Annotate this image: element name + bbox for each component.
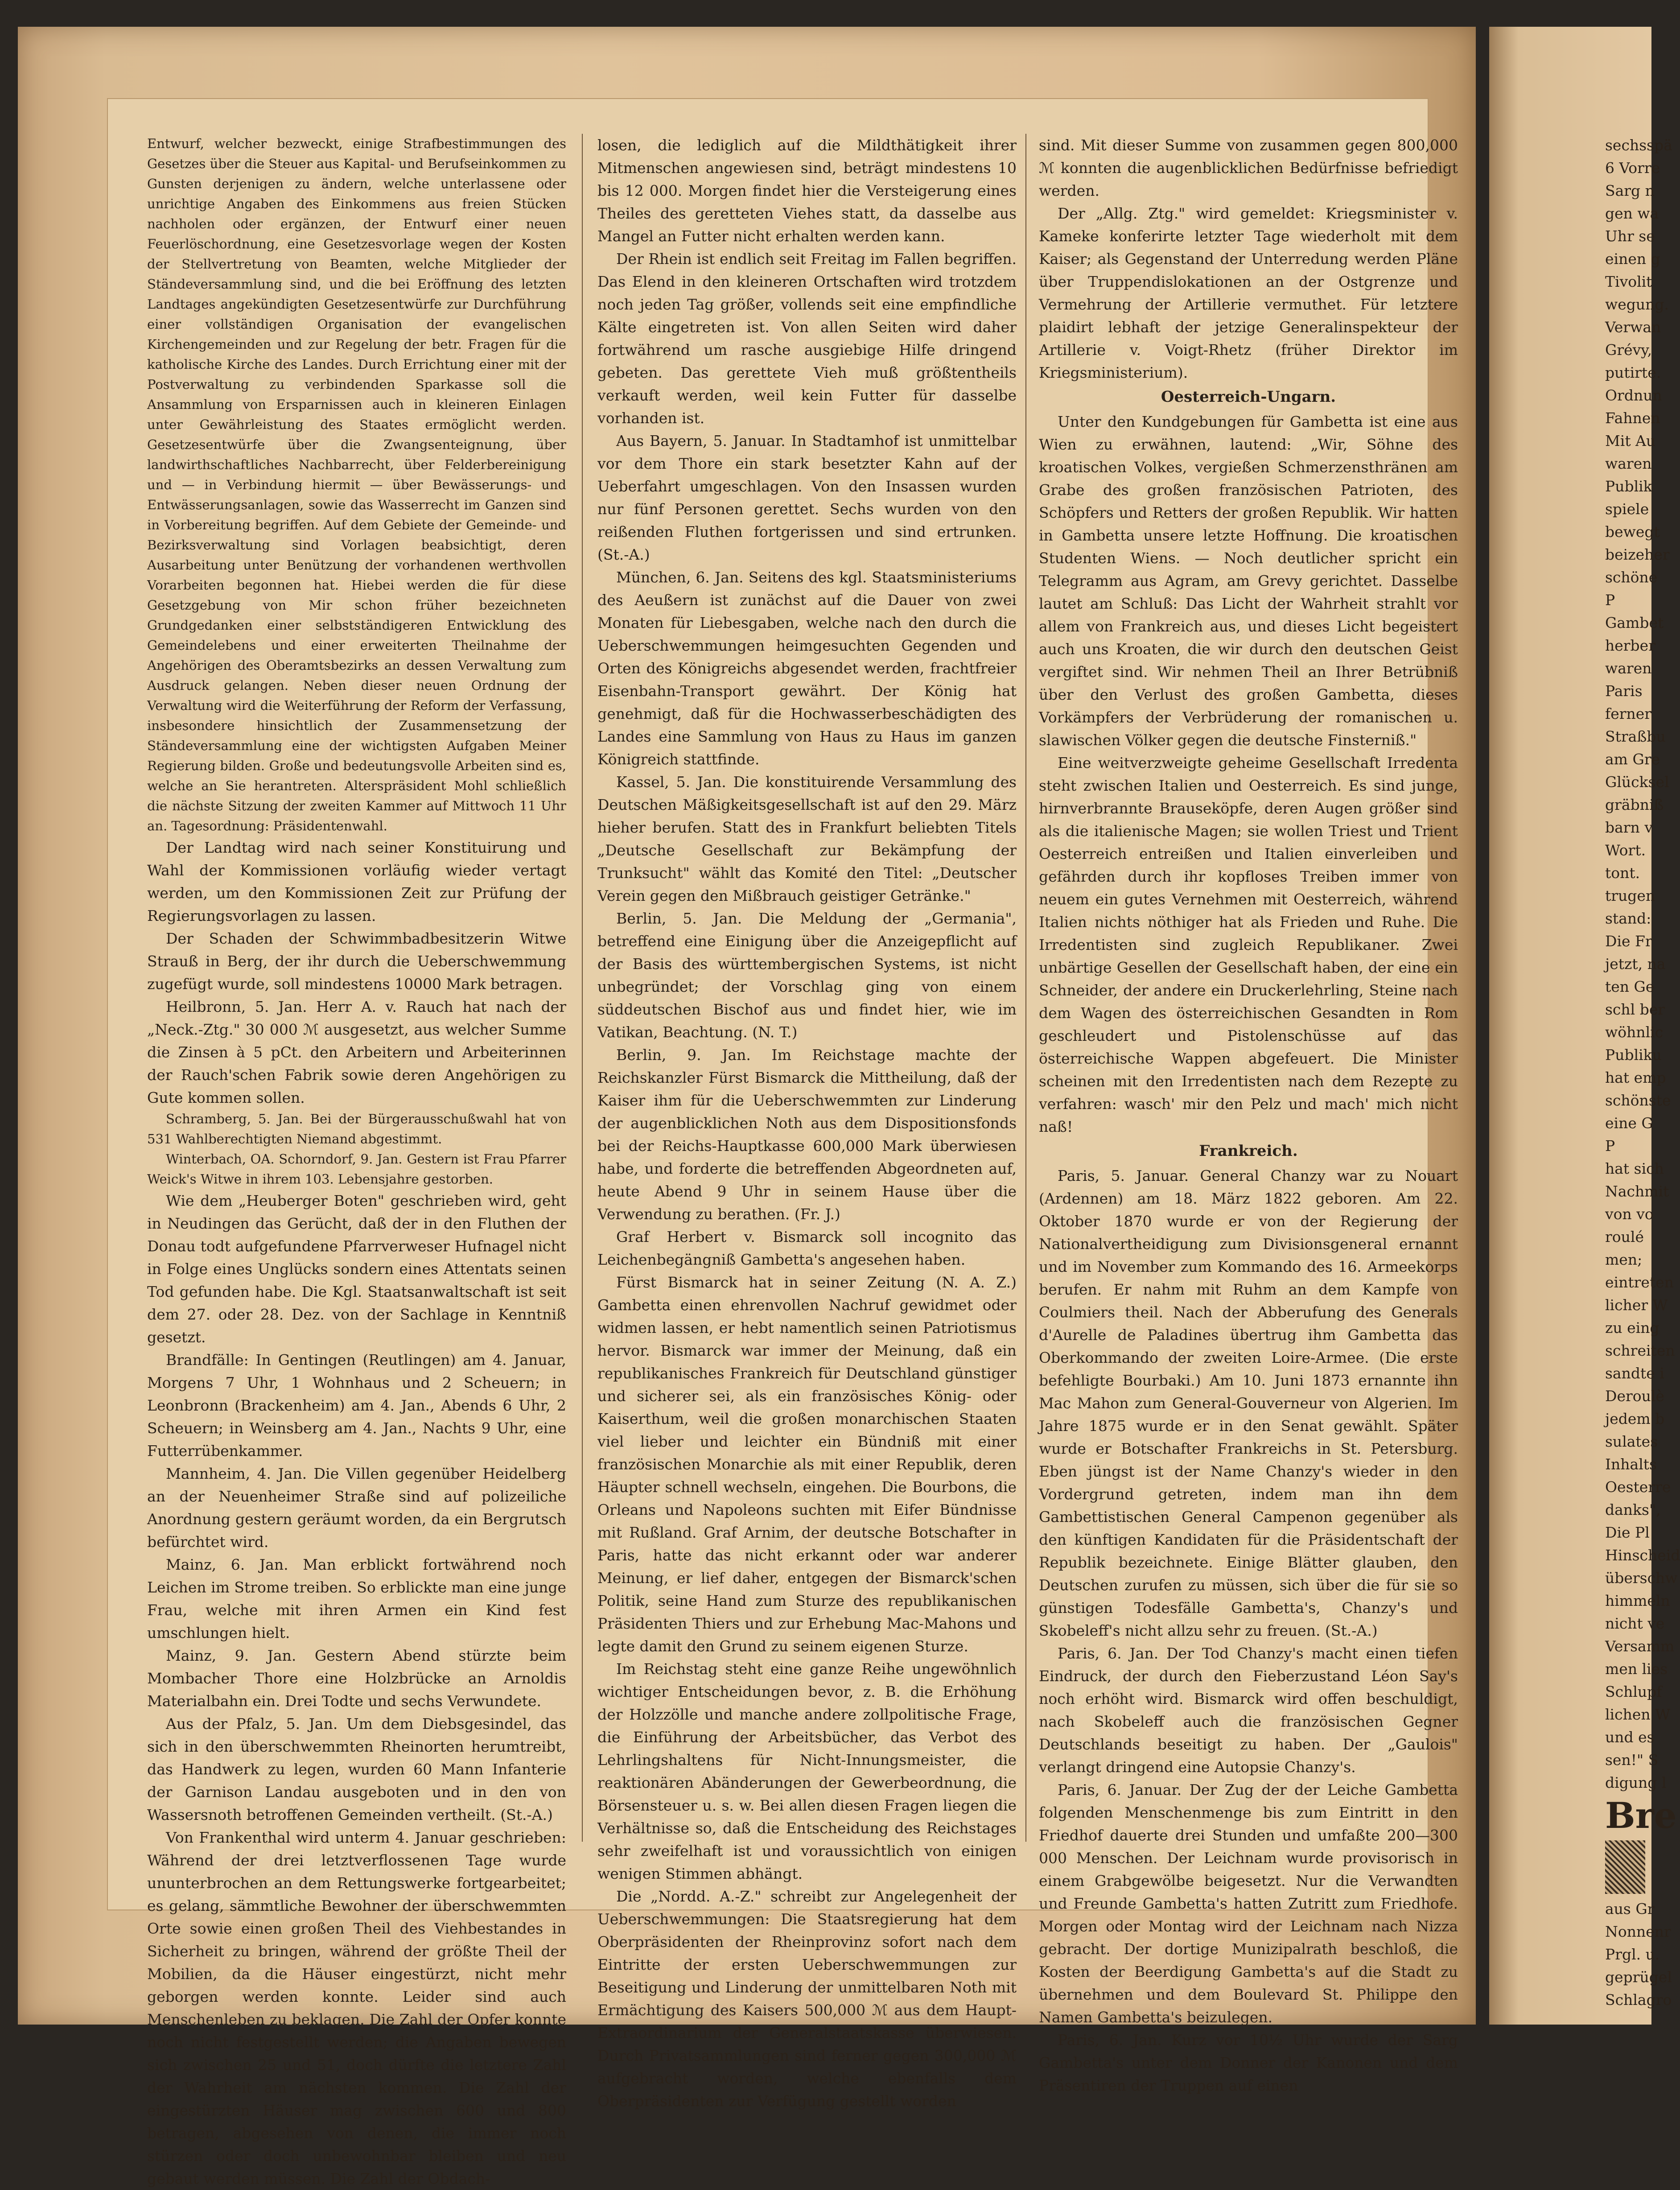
facing-page-line: Grévy, (1605, 341, 1652, 359)
facing-page-line: Schlupf (1605, 1683, 1662, 1700)
facing-page-line: nicht ve (1605, 1615, 1665, 1632)
facing-page-line: überschw (1605, 1569, 1678, 1587)
article-paragraph: Paris, 6. Jan. Der Tod Chanzy's macht einen tiefen Eindruck, der durch den Fieberzustand Léon Say's noch erhöht wird. Bismarck wird offen beschuldigt, nach Skobeleff auch die französischen Gegner Deutschlands beseitigt zu haben. Der „Gaulois" verlangt dringend eine Autopsie Chanzy's. (1039, 1645, 1458, 1776)
facing-page-line: Sarg n (1605, 182, 1655, 199)
article-paragraph: Mainz, 6. Jan. Man erblickt fortwährend noch Leichen im Strome treiben. So erblickte man eine junge Frau, welche mit ihren Armen ein Kind fest umschlungen hielt. (147, 1556, 566, 1641)
column-rule-1 (582, 134, 583, 1842)
facing-page-line: aus Gr (1605, 1900, 1655, 1918)
article-paragraph: Paris, 6. Jan. Kurz vor 10½ Uhr wurde der Sarg Gambetta's unter dem Donner der Kanonen und dem Präsentiren der Truppen auf einen (1039, 2031, 1458, 2094)
facing-page-line: Ordnun (1605, 387, 1662, 404)
facing-page-line: sechsspä (1605, 136, 1672, 154)
article-paragraph: Mannheim, 4. Jan. Die Villen gegenüber Heidelberg an der Neuenheimer Straße sind auf polizeiliche Anordnung gestern geräumt worden, da ein Bergrutsch befürchtet wird. (147, 1465, 566, 1551)
facing-page-line: einen g (1605, 250, 1660, 268)
facing-page-line: danks", (1605, 1501, 1661, 1518)
facing-page-line: sen!" S (1605, 1751, 1659, 1769)
facing-page-line: trugen (1605, 887, 1655, 904)
facing-page-line: Hinscheid (1605, 1547, 1680, 1564)
article-paragraph: Im Reichstag steht eine ganze Reihe ungewöhnlich wichtiger Entscheidungen bevor, z. B. die Erhöhung der Holzzölle und manche andere zollpolitische Frage, die Einführung der Arbeitsbücher, das Verbot des Lehrlingshaltens für Nicht-Innungsmeister, die reaktionären Abänderungen der Gewerbeordnung, die Börsensteuer u. s. w. Bei allen diesen Fragen liegen die Verhältnisse so, daß die Entscheidung des Reichstages sehr zweifelhaft ist und voraussichtlich von einigen wenigen Stimmen abhängt. (597, 1660, 1017, 1882)
article-paragraph: Aus Bayern, 5. Januar. In Stadtamhof ist unmittelbar vor dem Thore ein stark besetzter Kahn auf der Ueberfahrt umgeschlagen. Von den Insassen wurden nur fünf Personen gerettet. Sechs wurden von den reißenden Fluthen fortgerissen und sind ertrunken. (St.-A.) (597, 432, 1017, 563)
section-heading: Oesterreich-Ungarn. (1161, 388, 1336, 406)
facing-page-line: men; (1605, 1251, 1643, 1268)
article-paragraph: Paris, 6. Januar. Der Zug der der Leiche Gambetta folgenden Menschenmenge bis zum Eintritt in den Friedhof dauerte drei Stunden und umfaßte 200—300 000 Menschen. Der Leichnam wurde provisorisch in einem Grabgewölbe beigesetzt. Nur die Verwandten und Freunde Gambetta's hatten Zutritt zum Friedhofe. Morgen oder Montag wird der Leichnam nach Nizza gebracht. Der dortige Munizipalrath beschloß, die Kosten der Beerdigung Gambetta's auf die Stadt zu übernehmen und dem Boulevard St. Philippe den Namen Gambetta's beizulegen. (1039, 1781, 1458, 2026)
article-paragraph: Berlin, 9. Jan. Im Reichstage machte der Reichskanzler Fürst Bismarck die Mittheilung, daß der Kaiser ihm für die Ueberschwemmten zur Linderung der augenblicklichen Noth aus dem Dispositionsfonds bei der Reichs-Hauptkasse 600,000 Mark überwiesen habe, und forderte die betreffenden Abgeordneten auf, heute Abend 9 Uhr in seinem Hause über die Verwendung zu berathen. (Fr. J.) (597, 1046, 1017, 1223)
facing-page-line: P (1605, 591, 1615, 609)
facing-page-line: ferner (1605, 705, 1652, 722)
facing-page-line: und es (1605, 1728, 1655, 1746)
article-paragraph: losen, die lediglich auf die Mildthätigkeit ihrer Mitmenschen angewiesen sind, beträgt mindestens 10 bis 12 000. Morgen findet hier die Versteigerung eines Theiles des geretteten Viehes statt, da dasselbe aus Mangel an Futter nicht erhalten werden kann. (597, 136, 1017, 245)
facing-page-line: zu eing (1605, 1319, 1659, 1336)
facing-page-line: Die Pl (1605, 1524, 1650, 1541)
facing-page-line: Prgl. u. (1605, 1946, 1660, 1963)
facing-page-line: Fahnen (1605, 409, 1660, 427)
facing-page-line: spiele (1605, 500, 1649, 518)
facing-page-line: jetzt, na (1605, 955, 1666, 973)
facing-page-line: wegung. (1605, 296, 1669, 313)
engraving-illustration (1605, 1840, 1645, 1894)
facing-page-line: schönste (1605, 1092, 1671, 1109)
facing-page-line: Bre (1605, 1794, 1677, 1836)
facing-page-line: tont. (1605, 864, 1640, 882)
facing-page-line: hat sich (1605, 1160, 1664, 1177)
facing-page-line: Nonnenr (1605, 1923, 1671, 1940)
facing-page-line: Mit Au (1605, 432, 1656, 450)
facing-page-line: Paris (1605, 682, 1643, 700)
facing-page-line: Nachmit (1605, 1183, 1669, 1200)
facing-page-line: Publiku (1605, 1046, 1662, 1064)
facing-page-line: Uhr se (1605, 227, 1655, 245)
facing-page-line: Oesterre (1605, 1478, 1671, 1496)
article-paragraph: Unter den Kundgebungen für Gambetta ist eine aus Wien zu erwähnen, lautend: „Wir, Söhne des kroatischen Volkes, vergießen Schmerzensthränen am Grabe des großen französischen Patrioten, des Schöpfers und Retters der großen Republik. Wir hatten in Gambetta unsere letzte Hoffnung. Die kroatischen Studenten Wiens. — Noch deutlicher spricht ein Telegramm aus Agram, am Grevy gerichtet. Dasselbe lautet am Schluß: Das Licht der Wahrheit strahlt vor allem von Frankreich aus, und dieses Licht begeistert auch uns Kroaten, die wir durch den deutschen Geist vergiftet sind. Wir nehmen Theil an Ihrer Betrübniß über den Verlust des großen Gambetta, dieses Vorkämpfers der Verbrüderung der romanischen u. slawischen Völker gegen die deutsche Finsterniß." (1039, 413, 1458, 749)
facing-page-line: ten Ge (1605, 978, 1655, 995)
facing-page-line: Inhalts (1605, 1456, 1657, 1473)
article-paragraph: Wie dem „Heuberger Boten" geschrieben wird, geht in Neudingen das Gerücht, daß der in den Fluthen der Donau todt aufgefundene Pfarrverweser Hufnagel nicht in Folge eines Unglücks sondern eines Attentats seinen Tod gefunden habe. Die Kgl. Staatsanwaltschaft ist seit dem 27. oder 28. Dez. von der Sachlage in Kenntniß gesetzt. (147, 1192, 566, 1346)
article-paragraph: Winterbach, OA. Schorndorf, 9. Jan. Gestern ist Frau Pfarrer Weick's Witwe in ihrem 103. Lebensjahre gestorben. (147, 1151, 566, 1187)
article-paragraph: sind. Mit dieser Summe von zusammen gegen 800,000 ℳ konnten die augenblicklichen Bedürfnisse befriedigt werden. (1039, 136, 1458, 199)
facing-page-line: Deroulè (1605, 1387, 1664, 1405)
article-paragraph: Eine weitverzweigte geheime Gesellschaft Irredenta steht zwischen Italien und Oesterreich. Es sind junge, hirnverbrannte Brauseköpfe, deren Augen größer sind als die italienische Magen; sie wollen Triest und Trient Oesterreich entreißen und Italien einverleiben und gefährden durch ihr kopfloses Treiben immer von neuem ein gutes Vernehmen mit Oesterreich, während Italien nichts nöthiger hat als Frieden und Ruhe. Die Irredentisten sind zugleich Republikaner. Zwei unbärtige Gesellen der Gesellschaft haben, der eine ein Schneider, der andere ein Druckerlehrling, Steine nach dem Wagen des österreichischen Gesandten in Rom geschleudert und Pistolenschüsse auf das österreichische Wappen abgefeuert. Die Minister scheinen mit den Irredentisten nach dem Rezepte zu verfahren: wasch' mir den Pelz und mach' mich nicht naß! (1039, 754, 1458, 1135)
article-paragraph: Graf Herbert v. Bismarck soll incognito das Leichenbegängniß Gambetta's angesehen haben. (597, 1228, 1017, 1268)
facing-page-line: sulates (1605, 1433, 1658, 1450)
facing-page-line: beizeher (1605, 546, 1670, 563)
article-paragraph: Fürst Bismarck hat in seiner Zeitung (N. A. Z.) Gambetta einen ehrenvollen Nachruf gewidmet oder widmen lassen, er hebt namentlich seinen Patriotismus hervor. Bismarck war immer der Meinung, daß ein republikanisches Frankreich für Deutschland günstiger und sicherer sei, als ein französisches König- oder Kaiserthum, weil die großen monarchischen Staaten viel lieber und leichter ein Bündniß mit einer französischen Monarchie als mit einer Republik, deren Häupter schnell wechseln, eingehen. Die Bourbons, die Orleans und Napoleons suchten mit Eifer Bündnisse mit Rußland. Graf Arnim, der deutsche Botschafter in Paris, hatte das nicht erkannt oder war anderer Meinung, er lief daher, entgegen der Bismarck'schen Politik, seine Hand zum Sturze des republikanischen Präsidenten Thiers und zur Erhebung Mac-Mahons und legte damit den Grund zu seinem eigenen Sturze. (597, 1274, 1017, 1655)
facing-page-line: sandte i (1605, 1365, 1664, 1382)
facing-page-line: Schlagro (1605, 1991, 1672, 2009)
article-paragraph: Heilbronn, 5. Jan. Herr A. v. Rauch hat nach der „Neck.-Ztg." 30 000 ℳ ausgesetzt, aus welcher Summe die Zinsen à 5 pCt. den Arbeitern und Arbeiterinnen der Rauch'schen Fabrik sowie deren Angehörigen zu Gute kommen sollen. (147, 998, 566, 1106)
facing-page-line: Publik (1605, 478, 1652, 495)
facing-page-line: licher W (1605, 1296, 1668, 1314)
article-paragraph: Der Rhein ist endlich seit Freitag im Fallen begriffen. Das Elend in den kleineren Ortschaften wird trotzdem noch jeden Tag größer, vollends seit eine empfindliche Kälte eingetreten ist. Von allen Seiten wird daher fortwährend um rasche ausgiebige Hilfe dringend gebeten. Das gerettete Vieh muß größtentheils verkauft werden, weil kein Futter für dasselbe vorhanden ist. (597, 250, 1017, 427)
article-paragraph: Die „Nordd. A.-Z." schreibt zur Angelegenheit der Ueberschwemmungen: Die Staatsregierung hat dem Oberpräsidenten der Rheinprovinz sofort nach dem Eintritte der ersten Ueberschwemmungen zur Beseitigung und Linderung der unmittelbaren Noth mit Ermächtigung des Kaisers 500,000 ℳ aus dem Haupt-Extraordinarium der Generalstaatskasse überwiesen. Durch Privatsammlungen sind ferner gegen 300,000 ℳ aufgebracht worden, welche ebenfalls dem Oberpräsidenten zur Verfügung gestellt worden (597, 1888, 1017, 2110)
article-paragraph: Berlin, 5. Jan. Die Meldung der „Germania", betreffend eine Einigung über die Anzeigepflicht auf der Basis des württembergischen Systems, ist nicht unbegründet; der Vorschlag ging von einem süddeutschen Bischof aus und findet hier, wie im Vatikan, Beachtung. (N. T.) (597, 910, 1017, 1041)
article-paragraph: Paris, 5. Januar. General Chanzy war zu Nouart (Ardennen) am 18. März 1822 geboren. Am 22. Oktober 1870 wurde er von der Regierung der Nationalvertheidigung zum Divisionsgeneral ernannt und im November zum Kommando des 16. Armeekorps berufen. Er nahm mit Ruhm an dem Kampfe von Coulmiers theil. Nach der Abberufung des Generals d'Aurelle de Paladines übertrug ihm Gambetta das Oberkommando der zweiten Loire-Armee. (Die erste befehligte Bourbaki.) Am 10. Juni 1873 ernannte ihn Mac Mahon zum General-Gouverneur von Algerien. Im Jahre 1875 wurde er in den Senat gewählt. Später wurde er Botschafter Frankreichs in St. Petersburg. Eben jüngst ist der Name Chanzy's wieder in den Vordergrund getreten, indem man ihn dem Gambettistischen General Campenon gegenüber als den künftigen Kandidaten für die Präsidentschaft der Republik bezeichnete. Einige Blätter glauben, den Deutschen zurufen zu müssen, sich über die für sie so günstigen Todesfälle Gambetta's, Chanzy's und Skobeleff's nicht allzu sehr zu freuen. (St.-A.) (1039, 1167, 1458, 1639)
facing-page-line: jedem b (1605, 1410, 1665, 1427)
facing-page-line: men lies (1605, 1660, 1668, 1678)
facing-page-line: Versamm (1605, 1637, 1675, 1655)
facing-page-line: Verwan (1605, 318, 1661, 336)
article-column-2 (597, 134, 1017, 2112)
article-paragraph: Entwurf, welcher bezweckt, einige Strafbestimmungen des Gesetzes über die Steuer aus Kapital- und Berufseinkommen zu Gunsten derjenigen zu ändern, welche unterlassene oder unrichtige Angaben des Einkommens aus freien Stücken nachholen oder ergänzen, der Entwurf einer neuen Feuerlöschordnung, eine Gesetzesvorlage wegen der Kosten der Stellvertretung von Beamten, welche Mitglieder der Ständeversammlung sind, und die bei Eröffnung des letzten Landtages angekündigten Gesetzesentwürfe zur Durchführung einer vollständigen Organisation der evangelischen Kirchengemeinden und zur Regelung der betr. Fragen für die katholische Kirche des Landes. Durch Errichtung einer mit der Postverwaltung zu verbindenden Sparkasse soll die Ansammlung von Ersparnissen auch in kleineren Einlagen unter Gewährleistung des Staates ermöglicht werden. Gesetzesentwürfe über die Zwangsenteignung, über landwirthschaftliches Nachbarrecht, über Felderbereinigung und — in Verbindung hiermit — über Bewässerungs- und Entwässerungsanlagen, sowie das Wasserrecht im Ganzen sind in Vorbereitung begriffen. Auf dem Gebiete der Gemeinde- und Bezirksverwaltung sind Vorlagen beabsichtigt, deren Ausarbeitung unter Benützung der vorhandenen werthvollen Vorarbeiten begonnen hat. Hiebei werden die für diese Gesetzgebung von Mir schon früher bezeichneten Grundgedanken einer selbstständigeren Entwicklung des Gemeindelebens und einer erweiterten Theilnahme der Angehörigen des Oberamtsbezirks an dessen Verwaltung zum Ausdruck gelangen. Neben dieser neuen Ordnung der Verwaltung wird die Weiterführung der Reform der Verfassung, insbesondere hinsichtlich der Zusammensetzung der Ständeversammlung eine der wichtigsten Aufgaben Meiner Regierung bilden. Große und bedeutungsvolle Arbeiten sind es, welche an Sie herantreten. Alterspräsident Mohl schließlich die nächste Sitzung der zweiten Kammer auf Mittwoch 11 Uhr an. Tagesordnung: Präsidentenwahl. (147, 136, 566, 833)
facing-page-line: waren (1605, 455, 1652, 472)
article-column-1 (147, 134, 566, 2190)
facing-page-line: roulé (1605, 1228, 1644, 1246)
article-column-3 (1039, 134, 1458, 2097)
facing-page-line: putirte. (1605, 364, 1661, 381)
facing-page-line: schreiten (1605, 1342, 1675, 1359)
facing-page-line: bewegt (1605, 523, 1660, 540)
facing-page-line: Die Fr (1605, 932, 1652, 950)
facing-page-line: gen wa (1605, 205, 1659, 222)
facing-page-line: eintreten (1605, 1274, 1674, 1291)
article-paragraph: Schramberg, 5. Jan. Bei der Bürgerausschußwahl hat von 531 Wahlberechtigten Niemand abgestimmt. (147, 1111, 566, 1147)
facing-page-line: schl ber (1605, 1001, 1665, 1018)
article-paragraph: Der Schaden der Schwimmbadbesitzerin Witwe Strauß in Berg, der ihr durch die Ueberschwemmung zugefügt wurde, soll mindestens 10000 Mark betragen. (147, 930, 566, 993)
article-paragraph: Von Frankenthal wird unterm 4. Januar geschrieben: Während der drei letztverflossenen Tage wurde ununterbrochen an dem Rettungswerke fortgearbeitet; es gelang, sämmtliche Bewohner der überschwemmten Orte sowie einen großen Theil des Viehbestandes in Sicherheit zu bringen, während der größte Theil der Mobilien, da die Häuser eingestürzt, nicht mehr geborgen werden konnte. Leider sind auch Menschenleben zu beklagen. Die Zahl der Opfer konnte noch nicht festgestellt werden; die Angaben bewegen sich zwischen 25 und 51, doch dürfte die letztere Zahl der Wahrheit am nächsten kommen. Die Zahl der eingestürzten Häuser mag zwischen 600 und 800 betragen, abgesehen von denen, die immer noch stürzen oder doch unbewohnbar bleiben und neu gebaut werden müssen. Die Zahl der Obdach- (147, 1829, 566, 2187)
facing-page-line: hat emp (1605, 1069, 1666, 1086)
facing-page-line: himmeln (1605, 1592, 1670, 1609)
facing-page-line: lichen W (1605, 1706, 1671, 1723)
facing-page-line: barn v (1605, 819, 1653, 836)
facing-page-line: stand: (1605, 910, 1651, 927)
section-heading: Frankreich. (1199, 1142, 1298, 1160)
facing-page-line: Glücksel (1605, 773, 1669, 791)
facing-page-line: waren (1605, 660, 1652, 677)
facing-page-line: digung l (1605, 1774, 1667, 1791)
facing-page-line: geprügel (1605, 1968, 1672, 1986)
article-paragraph: Brandfälle: In Gentingen (Reutlingen) am 4. Januar, Morgens 7 Uhr, 1 Wohnhaus und 2 Scheuern; in Leonbronn (Brackenheim) am 4. Jan., Abends 6 Uhr, 2 Scheuern; in Weinsberg am 4. Jan., Nachts 9 Uhr, eine Futterrübenkammer. (147, 1351, 566, 1460)
facing-page-fragments (1605, 134, 1680, 2011)
facing-page-line: herber (1605, 637, 1655, 654)
article-paragraph: Der „Allg. Ztg." wird gemeldet: Kriegsminister v. Kameke konferirte letzter Tage wiederholt mit dem Kaiser; als Gegenstand der Unterredung werden Pläne über Truppendislokationen an der Ostgrenze und Vermehrung der Artillerie vermuthet. Für letztere plaidirt lebhaft der jetzige Generalinspekteur der Artillerie v. Voigt-Rhetz (früher Direktor im Kriegsministerium). (1039, 205, 1458, 381)
article-paragraph: Der Landtag wird nach seiner Konstituirung und Wahl der Kommissionen vorläufig wieder vertagt werden, um den Kommissionen Zeit zur Prüfung der Regierungsvorlagen zu lassen. (147, 839, 566, 924)
article-paragraph: Kassel, 5. Jan. Die konstituirende Versammlung des Deutschen Mäßigkeitsgesellschaft ist auf den 29. März hieher berufen. Statt des in Frankfurt beliebten Titels „Deutsche Gesellschaft zur Bekämpfung der Trunksucht" wählt das Komité den Titel: „Deutscher Verein gegen den Mißbrauch geistiger Getränke." (597, 773, 1017, 904)
facing-page-line: Gambet (1605, 614, 1664, 631)
facing-page-line: gräbniß (1605, 796, 1664, 813)
article-paragraph: Aus der Pfalz, 5. Jan. Um dem Diebsgesindel, das sich in den überschwemmten Rheinorten herumtreibt, das Handwerk zu legen, wurden 60 Mann Infanterie der Garnison Landau ausgeboten und in den von Wassersnoth betroffenen Gemeinden vertheilt. (St.-A.) (147, 1715, 566, 1823)
facing-page-line: am Gre (1605, 751, 1660, 768)
facing-page-line: eine G (1605, 1114, 1653, 1132)
article-paragraph: Mainz, 9. Jan. Gestern Abend stürzte beim Mombacher Thore eine Holzbrücke an Arnoldis Materialbahn ein. Drei Todte und sechs Verwundete. (147, 1647, 566, 1710)
facing-page-line: 6 Vorre (1605, 159, 1660, 177)
facing-page-line: Wort. (1605, 841, 1646, 859)
facing-page-line: Tivolit (1605, 273, 1652, 290)
facing-page-line: P (1605, 1137, 1615, 1155)
article-paragraph: München, 6. Jan. Seitens des kgl. Staatsministeriums des Aeußern ist zunächst auf die Dauer von zwei Monaten für Liebesgaben, welche nach den durch die Ueberschwemmungen heimgesuchten Gegenden und Orten des Königreichs abgesendet werden, frachtfreier Eisenbahn-Transport gewährt. Der König hat genehmigt, daß für die Hochwasserbeschädigten des Landes eine Sammlung von Haus zu Haus im ganzen Königreich stattfinde. (597, 569, 1017, 768)
column-rule-2 (1025, 134, 1026, 1842)
facing-page-line: Straßbu (1605, 728, 1666, 745)
facing-page-line: von vo (1605, 1205, 1654, 1223)
facing-page-line: wöhnlic (1605, 1023, 1664, 1041)
facing-page-line: schöne (1605, 569, 1658, 586)
